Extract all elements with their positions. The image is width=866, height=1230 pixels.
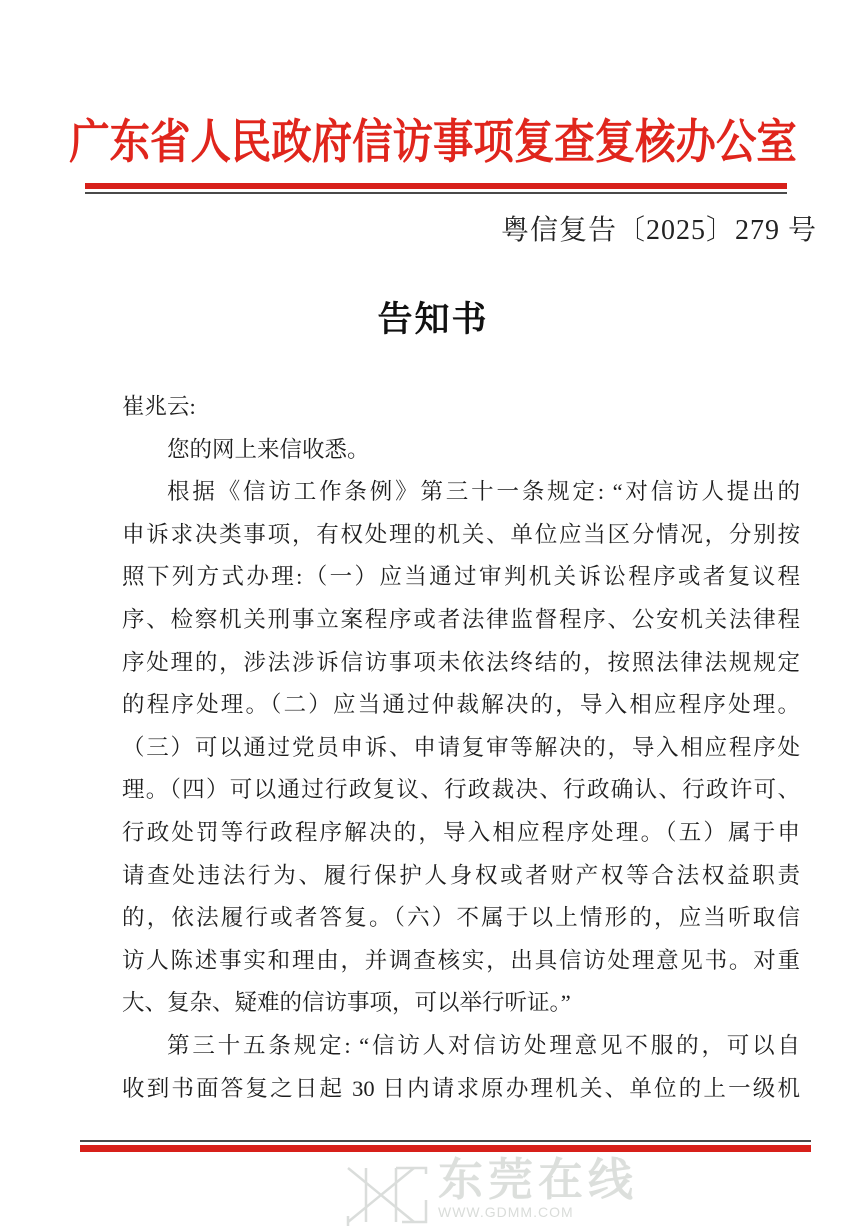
footer-rule-dark — [80, 1140, 811, 1142]
document-title: 告知书 — [377, 300, 489, 339]
letterhead — [0, 112, 866, 174]
office-name: 广东省人民政府信访事项复查复核办公室 — [69, 117, 797, 169]
letterhead-rule-red — [85, 183, 787, 189]
watermark-site-name: 东莞在线 — [438, 1154, 639, 1205]
body-line: 请查处违法行为、履行保护人身权或者财产权等合法权益职责 — [122, 862, 800, 888]
document-number: 粤信复告〔2025〕279 号 — [500, 215, 817, 246]
body-line-salutation: 崔兆云: — [122, 394, 196, 419]
document-body — [122, 386, 800, 1110]
body-line: 大、复杂、疑难的信访事项，可以举行听证。” — [122, 990, 571, 1016]
footer-rule-red — [80, 1145, 811, 1152]
body-line: 照下列方式办理:（一）应当通过审判机关诉讼程序或者复议程 — [122, 564, 800, 590]
letterhead-rule-dark — [85, 192, 787, 194]
body-line: 根据《信访工作条例》第三十一条规定: “对信访人提出的 — [167, 479, 800, 505]
body-line: 您的网上来信收悉。 — [167, 436, 370, 462]
x-mark-logo-icon — [344, 1160, 430, 1230]
body-line: 行政处罚等行政程序解决的，导入相应程序处理。（五）属于申 — [122, 819, 800, 845]
body-line: 序处理的，涉法涉诉信访事项未依法终结的，按照法律法规规定 — [122, 649, 800, 675]
body-line: 申诉求决类事项，有权处理的机关、单位应当区分情况，分别按 — [122, 521, 800, 547]
body-line: 第三十五条规定: “信访人对信访处理意见不服的，可以自 — [167, 1032, 800, 1058]
body-line: （三）可以通过党员申诉、申请复审等解决的，导入相应程序处 — [122, 734, 800, 760]
body-line: 访人陈述事实和理由，并调查核实，出具信访处理意见书。对重 — [122, 947, 800, 973]
watermark-site-url: WWW.GDMM.COM — [438, 1204, 574, 1220]
site-watermark — [344, 1156, 638, 1230]
body-line: 的，依法履行或者答复。（六）不属于以上情形的，应当听取信 — [122, 905, 800, 931]
body-line: 收到书面答复之日起 30 日内请求原办理机关、单位的上一级机 — [122, 1075, 800, 1101]
body-line: 序、检察机关刑事立案程序或者法律监督程序、公安机关法律程 — [122, 606, 800, 632]
body-line: 的程序处理。（二）应当通过仲裁解决的，导入相应程序处理。 — [122, 692, 800, 718]
body-line: 理。（四）可以通过行政复议、行政裁决、行政确认、行政许可、 — [122, 777, 800, 803]
watermark-text — [438, 1156, 638, 1220]
